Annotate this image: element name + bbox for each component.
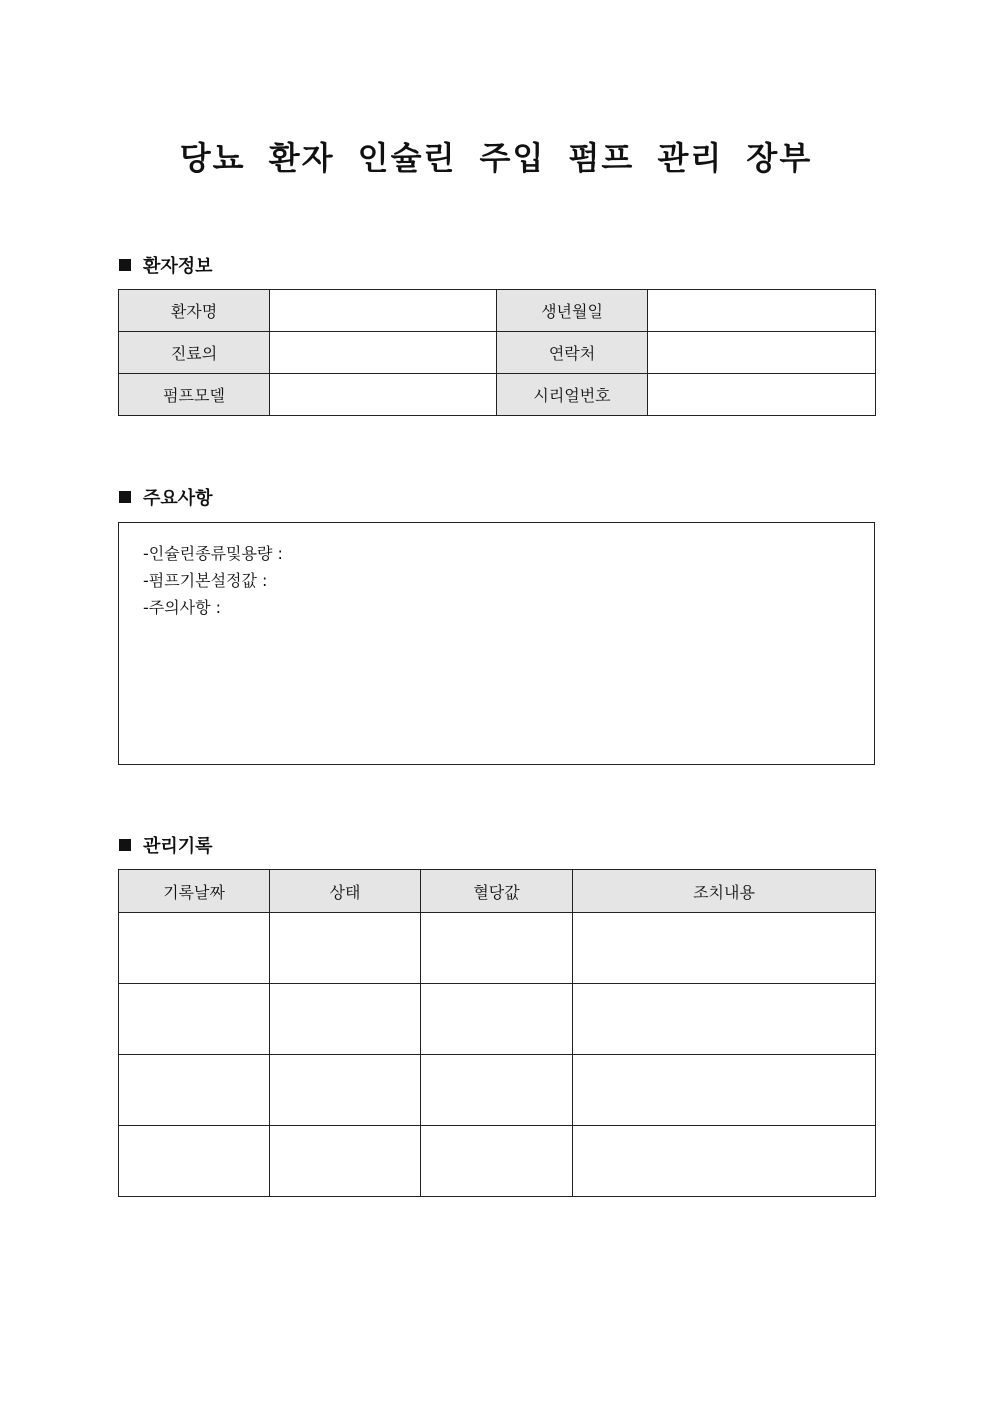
- section-heading-label: 관리기록: [143, 836, 213, 857]
- record-action-cell[interactable]: [573, 1126, 876, 1197]
- section-heading-patient-info: [119, 253, 213, 277]
- notes-line-pump-settings: -펌프기본설정값 :: [143, 571, 268, 590]
- physician-field[interactable]: [270, 332, 497, 374]
- section-heading-label: 환자정보: [143, 256, 213, 277]
- column-header-status: 상태: [270, 870, 421, 913]
- birth-date-field[interactable]: [648, 290, 876, 332]
- table-row: [119, 290, 876, 332]
- square-bullet-icon: [119, 839, 131, 851]
- records-table: [118, 869, 876, 1197]
- record-glucose-cell[interactable]: [421, 1126, 573, 1197]
- notes-box[interactable]: [118, 522, 875, 765]
- record-glucose-cell[interactable]: [421, 984, 573, 1055]
- record-date-cell[interactable]: [119, 1055, 270, 1126]
- physician-label: 진료의: [119, 332, 270, 374]
- square-bullet-icon: [119, 259, 131, 271]
- table-row: [119, 332, 876, 374]
- record-status-cell[interactable]: [270, 984, 421, 1055]
- notes-line-insulin: -인슐린종류및용량 :: [143, 544, 283, 563]
- contact-label: 연락처: [497, 332, 648, 374]
- column-header-date: 기록날짜: [119, 870, 270, 913]
- table-header-row: [119, 870, 876, 913]
- notes-line-cautions: -주의사항 :: [143, 598, 222, 617]
- section-heading-notes: [119, 485, 213, 509]
- record-status-cell[interactable]: [270, 913, 421, 984]
- section-heading-label: 주요사항: [143, 488, 213, 509]
- page-title: 당뇨 환자 인슐린 주입 펌프 관리 장부: [179, 139, 813, 177]
- record-action-cell[interactable]: [573, 1055, 876, 1126]
- patient-info-table: [118, 289, 876, 416]
- table-row: [119, 984, 876, 1055]
- record-status-cell[interactable]: [270, 1055, 421, 1126]
- table-row: [119, 913, 876, 984]
- column-header-glucose: 혈당값: [421, 870, 573, 913]
- record-glucose-cell[interactable]: [421, 913, 573, 984]
- pump-model-label: 펌프모델: [119, 374, 270, 416]
- patient-name-label: 환자명: [119, 290, 270, 332]
- table-row: [119, 1055, 876, 1126]
- pump-model-field[interactable]: [270, 374, 497, 416]
- patient-name-field[interactable]: [270, 290, 497, 332]
- table-row: [119, 1126, 876, 1197]
- record-status-cell[interactable]: [270, 1126, 421, 1197]
- column-header-action: 조치내용: [573, 870, 876, 913]
- square-bullet-icon: [119, 491, 131, 503]
- contact-field[interactable]: [648, 332, 876, 374]
- record-action-cell[interactable]: [573, 984, 876, 1055]
- birth-date-label: 생년월일: [497, 290, 648, 332]
- record-date-cell[interactable]: [119, 913, 270, 984]
- serial-number-label: 시리얼번호: [497, 374, 648, 416]
- record-glucose-cell[interactable]: [421, 1055, 573, 1126]
- record-action-cell[interactable]: [573, 913, 876, 984]
- serial-number-field[interactable]: [648, 374, 876, 416]
- record-date-cell[interactable]: [119, 984, 270, 1055]
- table-row: [119, 374, 876, 416]
- record-date-cell[interactable]: [119, 1126, 270, 1197]
- section-heading-records: [119, 833, 213, 857]
